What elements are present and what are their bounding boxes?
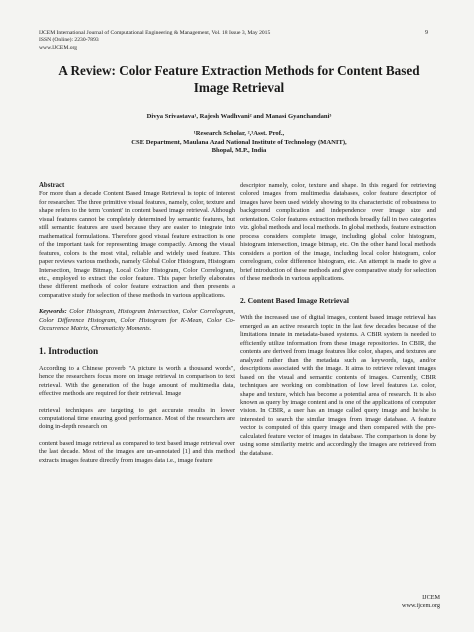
issn: ISSN (Online): 2230-7893 (39, 37, 99, 44)
page-number: 9 (425, 30, 428, 36)
keywords-label: Keywords: (39, 308, 67, 316)
intro-paragraph-2: retrieval techniques are targeting to get accurate results in lower computational time ensuring good performance. Most of the researchers are doing in-depth research on (39, 406, 235, 431)
title-line-1: A Review: Color Feature Extraction Methods for Content Based (58, 63, 420, 78)
right-column (240, 182, 436, 458)
authors: Divya Srivastava¹, Rajesh Wadhvani² and Manasi Gyanchandani³ (146, 113, 332, 120)
cbir-paragraph: With the increased use of digital images, content based image retrieval has emerged as an active research topic in the last few decades because of the limitations innate in metadata-based systems. A CBIR system is needed to efficiently utilize information from these image repositories. In CBIR, the contents are derived from image features like color, shapes, and textures are analyzed rather than the metadata such as keywords, tags, and/or descriptions associated with the image. It aims to retrieve relevant images based on the visual and semantic contents of images. Currently, CBIR techniques are working on combination of low level features i.e. color, shape and texture, which has become a potential area of research. It is also known as query by image content and is one of the applications of computer vision. In CBIR, a user has an image called query image and he/she is interested to search the similar images from image database. A feature vector is computed of this query image and then compared with the pre-calculated feature vector of images in database. The comparison is done by using some similarity metric and accordingly the images are retrieved from the database. (240, 314, 436, 457)
keywords-text: Color Histogram, Histogram Intersection, Color Correlogram, Color Difference Histogram, Color Histogram for K-Mean, Color Co-Occurrence Matrix, Chromaticity Moments. (39, 308, 235, 333)
page-footer (402, 594, 440, 610)
footer-website: www.ijcem.org (402, 602, 440, 609)
affiliation-line-3: Bhopal, M.P., India (211, 147, 267, 155)
left-column (39, 182, 235, 465)
title-line-2: Image Retrieval (193, 80, 285, 95)
keywords (39, 308, 235, 333)
intro-paragraph-1: According to a Chinese proverb "A picture is worth a thousand words", hence the researchers focus more on image retrieval in comparison to text retrieval. With the generation of the huge amount of multimedia data, effective methods are required for their retrieval. Image (39, 364, 235, 398)
footer-journal: IJCEM (422, 594, 440, 601)
journal-title: IJCEM International Journal of Computational Engineering & Management, Vol. 18 Issue 3, May 2015 (39, 30, 271, 36)
journal-website: www.IJCEM.org (39, 44, 78, 51)
intro-continued: descriptor namely, color, texture and shape. In this regard for retrieving colored images from multimedia databases, color feature descriptor of images have been used widely showing to its characteristic of robustness to background complication and independence over image size and orientation. Color features extraction methods broadly fall in two categories viz. global methods and local methods. In global methods, feature extraction process considers complete image, including global color histogram, histogram intersection, image bitmap, etc. On the other hand local methods considers a portion of the image, including local color histogram, color correlogram, color difference histogram, etc. An attempt is made to give a brief introduction of these methods and give comparative study for selection of these methods in various applications. (240, 182, 436, 282)
abstract-heading: Abstract (39, 182, 65, 189)
paper-title (24, 62, 454, 96)
intro-paragraph-3: content based image retrieval as compared to text based image retrieval over the last decade. Most of the images are un-annotated [1] and this method extracts images feature directly from images data i.e., image feature (39, 439, 235, 464)
section-heading-introduction: 1. Introduction (39, 345, 99, 356)
affiliation-line-2: CSE Department, Maulana Azad National Institute of Technology (MANIT), (131, 138, 347, 146)
journal-header (39, 30, 270, 52)
affiliation-line-1: ¹Research Scholar, ²,³Asst. Prof., (193, 130, 285, 137)
affiliation (24, 130, 454, 156)
section-heading-cbir: 2. Content Based Image Retrieval (240, 296, 350, 306)
abstract-text: For more than a decade Content Based Image Retrieval is topic of interest for researcher. The three primitive visual features, namely, color, texture and shape refers to the term 'content' in content based image retrieval. Although visual features cannot be completely determined by semantic features, but still semantic features are used because they are easier to integrate into mathematical formulations. Therefore good visual feature extraction is one of the important task for representing image compactly. Among the visual features, colors is the most vital, reliable and widely used feature. This paper reviews various methods, namely Global Color Histogram, Histogram Intersection, Image Bitmap, Local Color Histogram, Color Correlogram, etc., employed to extract the color feature. This paper briefly elaborates these different methods of color feature extraction and then presents a comparative study for selection of these methods in various applications. (39, 190, 235, 299)
